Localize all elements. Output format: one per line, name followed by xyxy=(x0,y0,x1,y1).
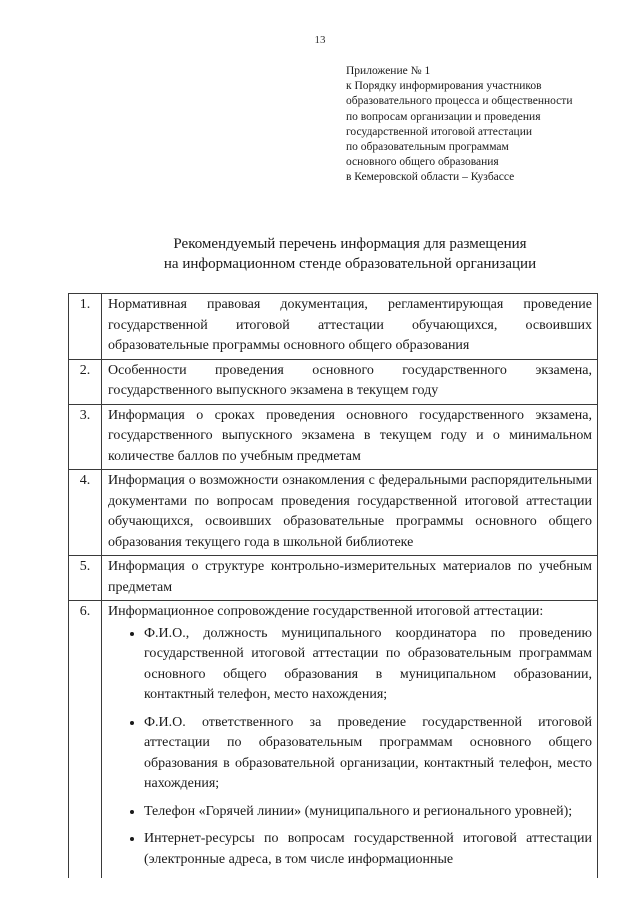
appendix-header xyxy=(346,64,616,186)
item-text: Информация о структуре контрольно-измерительных материалов по учебным предметам xyxy=(102,556,598,601)
list-item: • Телефон «Горячей линии» (муниципального и регионального уровней); xyxy=(144,801,592,823)
bullet-list xyxy=(108,623,592,871)
document-title xyxy=(80,234,620,274)
appendix-line: по образовательным программам xyxy=(346,141,509,154)
title-line: Рекомендуемый перечень информация для размещения xyxy=(173,236,527,252)
appendix-line: к Порядку информирования участников xyxy=(346,80,542,93)
appendix-line: по вопросам организации и проведения xyxy=(346,110,541,123)
item-text: Информация о возможности ознакомления с федеральными распорядительными документами по вопросам проведения государственной итоговой аттестации обучающихся, освоивших образовательные программы основного общего образования текущего года в школьной библиотеке xyxy=(102,470,598,556)
item-number: 6. xyxy=(69,601,102,879)
item-cell xyxy=(102,601,598,879)
table-row xyxy=(69,601,598,879)
info-list-table xyxy=(68,293,598,878)
list-item: • Ф.И.О. ответственного за проведение государственной итоговой аттестации по образовательным программам основного общего образования в образовательной организации, контактный телефон, место нахождения; xyxy=(144,712,592,795)
table-row xyxy=(69,359,598,404)
page-number: 13 xyxy=(314,34,326,46)
table-row xyxy=(69,294,598,360)
item-number: 1. xyxy=(69,294,102,360)
item-number: 5. xyxy=(69,556,102,601)
table-row xyxy=(69,556,598,601)
list-item: • Ф.И.О., должность муниципального координатора по проведению государственной итоговой аттестации по образовательным программам основного общего образования в муниципальном образовании, контактный телефон, место нахождения; xyxy=(144,623,592,706)
appendix-line: образовательного процесса и общественности xyxy=(346,95,573,108)
list-item: • Интернет-ресурсы по вопросам государственной итоговой аттестации (электронные адреса, в том числе информационные xyxy=(144,828,592,870)
title-line: на информационном стенде образовательной организации xyxy=(163,256,537,272)
appendix-line: в Кемеровской области – Кузбассе xyxy=(346,171,515,184)
item-text: Информационное сопровождение государственной итоговой аттестации: xyxy=(108,604,544,619)
item-text: Информация о сроках проведения основного государственного экзамена, государственного выпускного экзамена в текущем году и о минимальном количестве баллов по учебным предметам xyxy=(102,404,598,470)
table-row xyxy=(69,470,598,556)
item-text: Особенности проведения основного государственного экзамена, государственного выпускного экзамена в текущем году xyxy=(102,359,598,404)
table-row xyxy=(69,404,598,470)
item-number: 3. xyxy=(69,404,102,470)
item-number: 4. xyxy=(69,470,102,556)
appendix-line: основного общего образования xyxy=(346,156,499,169)
item-number: 2. xyxy=(69,359,102,404)
appendix-line: Приложение № 1 xyxy=(346,65,431,77)
appendix-line: государственной итоговой аттестации xyxy=(346,125,533,138)
item-text: Нормативная правовая документация, регламентирующая проведение государственной итоговой аттестации обучающихся, освоивших образовательные программы основного общего образования xyxy=(102,294,598,360)
